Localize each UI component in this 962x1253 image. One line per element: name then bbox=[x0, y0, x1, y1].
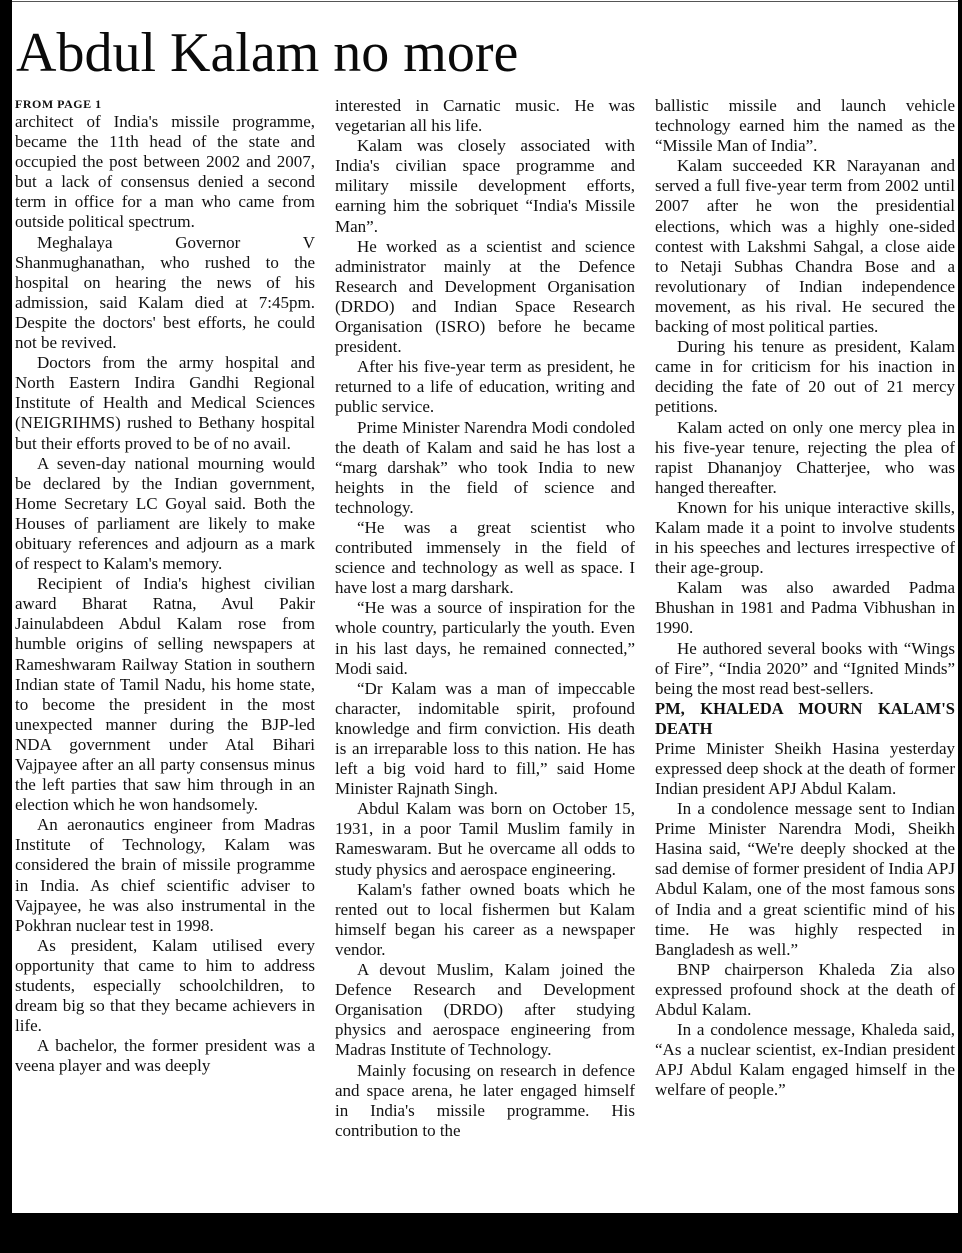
paragraph: “He was a source of inspiration for the whole country, particularly the youth. Even in his last days, he remained connected,” Modi said. bbox=[335, 598, 635, 678]
article-column-1 bbox=[15, 96, 315, 1216]
paragraph: Prime Minister Narendra Modi condoled the death of Kalam and said he has lost a “marg darshak” who took India to new heights in the field of science and technology. bbox=[335, 417, 635, 517]
paragraph: Abdul Kalam was born on October 15, 1931, in a poor Tamil Muslim family in Rameswaram. But he overcame all odds to study physics and aerospace engineering. bbox=[335, 799, 635, 879]
paragraph: Recipient of India's highest civilian award Bharat Ratna, Avul Pakir Jainulabdeen Abdul Kalam rose from humble origins of selling newspapers at Rameshwaram Railway Station in southern Indian state of Tamil Nadu, his home state, to become the president in the most unexpected manner during the BJP-led NDA government under Atal Bihari Vajpayee after an all party consensus minus the left parties that saw him through in an election which he won handsomely. bbox=[15, 574, 315, 815]
paragraph: A bachelor, the former president was a veena player and was deeply bbox=[15, 1036, 315, 1076]
paragraph: An aeronautics engineer from Madras Institute of Technology, Kalam was considered the brain of missile programme in India. As chief scientific adviser to Vajpayee, he was also instrumental in the Pokhran nuclear test in 1998. bbox=[15, 815, 315, 935]
paragraph: Kalam was also awarded Padma Bhushan in 1981 and Padma Vibhushan in 1990. bbox=[655, 578, 955, 638]
paragraph: BNP chairperson Khaleda Zia also expressed profound shock at the death of Abdul Kalam. bbox=[655, 959, 955, 1020]
bottom-border bbox=[0, 1213, 962, 1253]
paragraph: In a condolence message sent to Indian Prime Minister Narendra Modi, Sheikh Hasina said, “We're deeply shocked at the sad demise of former president of India APJ Abdul Kalam, one of the most famous sons of India and a great scientific mind of his time. He was highly respected in Bangladesh as well.” bbox=[655, 799, 955, 959]
article-column-3 bbox=[655, 96, 955, 1216]
left-border bbox=[0, 0, 12, 1253]
paragraph: Kalam was closely associated with India's civilian space programme and military missile development efforts, earning him the sobriquet “India's Missile Man”. bbox=[335, 136, 635, 236]
paragraph: A seven-day national mourning would be declared by the Indian government, Home Secretary LC Goyal said. Both the Houses of parliament are likely to make obituary references and adjourn as a mark of respect to Kalam's memory. bbox=[15, 453, 315, 574]
paragraph: Kalam acted on only one mercy plea in his five-year tenure, rejecting the plea of rapist Dhananjoy Chatterjee, who was hanged thereafter. bbox=[655, 417, 955, 497]
paragraph: During his tenure as president, Kalam came in for criticism for his inaction in deciding the fate of 20 out of 21 mercy petitions. bbox=[655, 337, 955, 417]
paragraph: In a condolence message, Khaleda said, “As a nuclear scientist, ex-Indian president APJ Abdul Kalam engaged himself in the welfare of people.” bbox=[655, 1020, 955, 1100]
paragraph: He authored several books with “Wings of Fire”, “India 2020” and “Ignited Minds” being the most read best-sellers. bbox=[655, 638, 955, 698]
paragraph: Mainly focusing on research in defence and space arena, he later engaged himself in India's missile programme. His contribution to the bbox=[335, 1060, 635, 1140]
right-border bbox=[958, 0, 962, 1253]
paragraph: “He was a great scientist who contributed immensely in the field of science and technology as well as space. I have lost a marg darshark. bbox=[335, 517, 635, 598]
paragraph: “Dr Kalam was a man of impeccable character, indomitable spirit, profound knowledge and firm conviction. His death is an irreparable loss to this nation. He has left a big void hard to fill,” said Home Minister Rajnath Singh. bbox=[335, 678, 635, 799]
paragraph: Prime Minister Sheikh Hasina yesterday expressed deep shock at the death of former Indian president APJ Abdul Kalam. bbox=[655, 738, 955, 798]
paragraph: As president, Kalam utilised every opportunity that came to him to address students, especially schoolchildren, to dream big so that they became achievers in life. bbox=[15, 935, 315, 1036]
paragraph: interested in Carnatic music. He was vegetarian all his life. bbox=[335, 96, 635, 136]
paragraph: ballistic missile and launch vehicle technology earned him the named as the “Missile Man of India”. bbox=[655, 96, 955, 156]
headline: Abdul Kalam no more bbox=[16, 22, 519, 84]
paragraph: Meghalaya Governor V Shanmughanathan, who rushed to the hospital on hearing the news of his admission, said Kalam died at 7:45pm. Despite the doctors' best efforts, he could not be revived. bbox=[15, 232, 315, 353]
article-column-2 bbox=[335, 96, 635, 1216]
paragraph: architect of India's missile programme, became the 11th head of the state and occupied the post between 2002 and 2007, but a lack of consensus denied a second term in office for a man who came from outside political spectrum. bbox=[15, 112, 315, 232]
paragraph: Doctors from the army hospital and North Eastern Indira Gandhi Regional Institute of Health and Medical Sciences (NEIGRIHMS) rushed to Bethany hospital but their efforts proved to be of no avail. bbox=[15, 353, 315, 453]
paragraph: After his five-year term as president, he returned to a life of education, writing and public service. bbox=[335, 357, 635, 417]
paragraph: Known for his unique interactive skills, Kalam made it a point to involve students in his speeches and lectures irrespective of their age-group. bbox=[655, 497, 955, 578]
top-rule bbox=[12, 1, 958, 2]
paragraph: He worked as a scientist and science administrator mainly at the Defence Research and Development Organisation (DRDO) and Indian Space Research Organisation (ISRO) before he became president. bbox=[335, 236, 635, 357]
subheading: PM, KHALEDA MOURN KALAM'S DEATH bbox=[655, 698, 955, 738]
paragraph: Kalam's father owned boats which he rented out to local fishermen but Kalam himself began his career as a newspaper vendor. bbox=[335, 879, 635, 959]
kicker: FROM PAGE 1 bbox=[15, 97, 102, 111]
paragraph: Kalam succeeded KR Narayanan and served a full five-year term from 2002 until 2007 after he won the presidential elections, which was a highly one-sided contest with Lakshmi Sahgal, a close aide to Netaji Subhas Chandra Bose and a revolutionary of Indian independence movement, as his rival. He secured the backing of most political parties. bbox=[655, 156, 955, 337]
paragraph: A devout Muslim, Kalam joined the Defence Research and Development Organisation (DRDO) after studying physics and aerospace engineering from Madras Institute of Technology. bbox=[335, 960, 635, 1060]
